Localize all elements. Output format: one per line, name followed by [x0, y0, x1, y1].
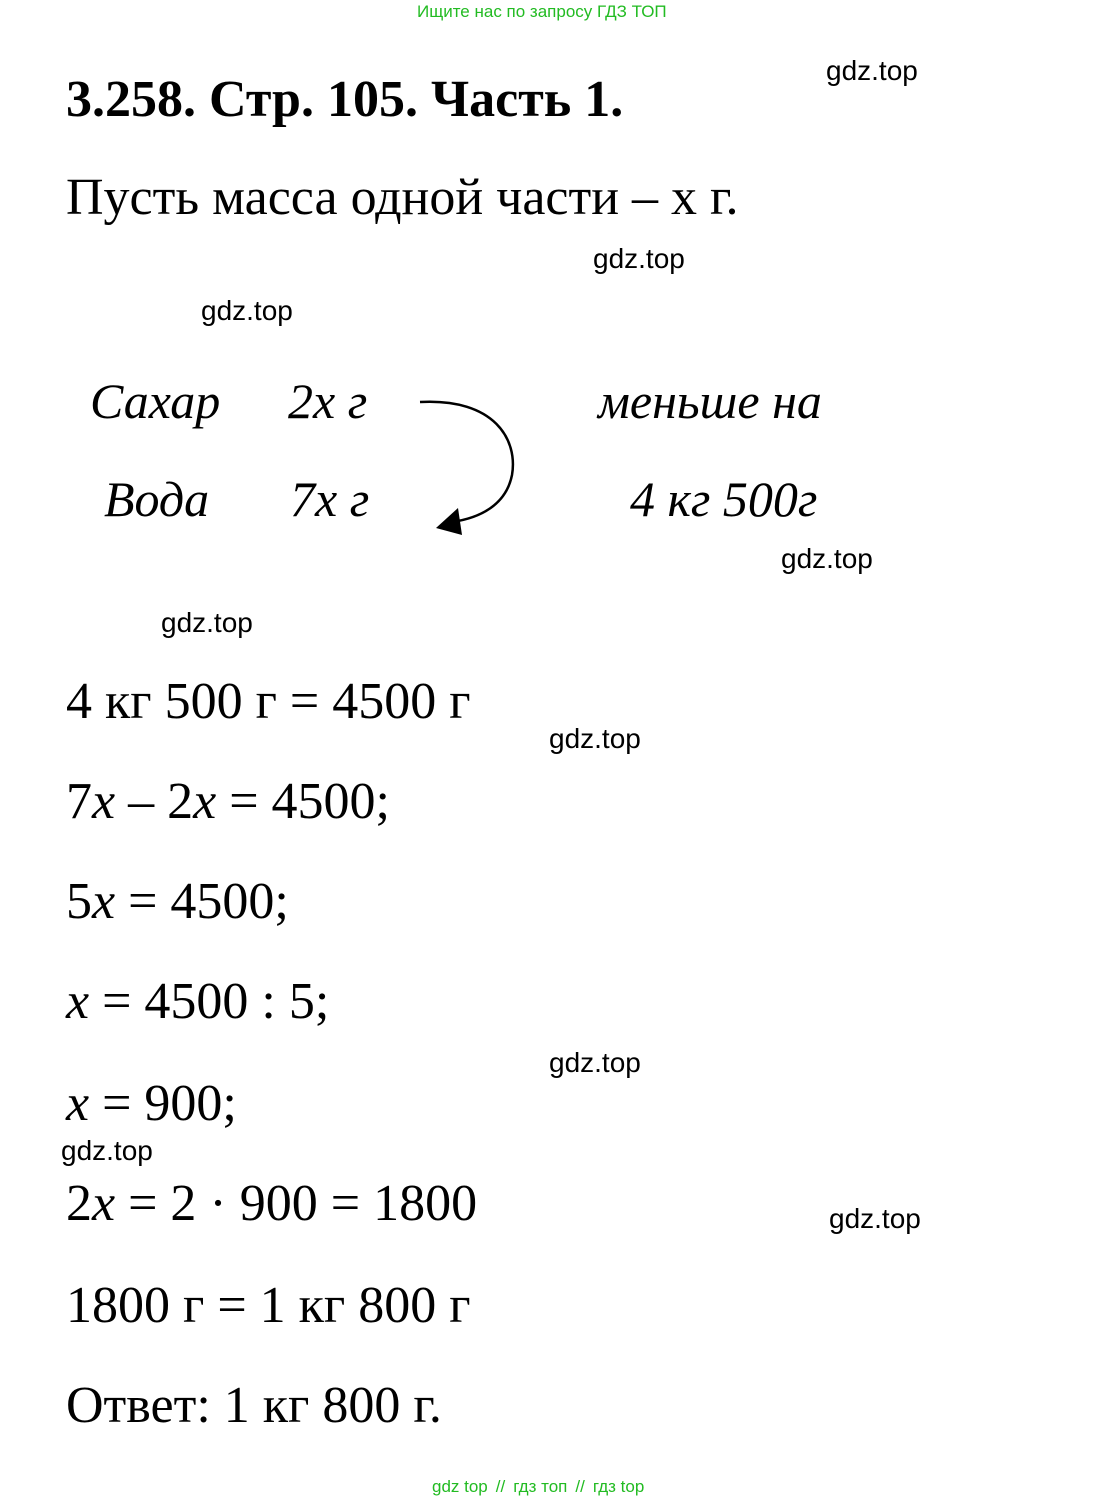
eq-coef-7: 7: [66, 773, 92, 830]
coef-2: 2: [66, 1175, 92, 1232]
watermark: gdz.top: [829, 1203, 921, 1234]
x-value-line: [66, 1074, 237, 1133]
water-label: Вода: [104, 471, 210, 527]
watermark: gdz.top: [549, 1047, 641, 1078]
conversion-result-line: 1800 г = 1 кг 800 г: [66, 1277, 471, 1334]
rhs: = 4500;: [115, 873, 289, 930]
watermark: gdz.top: [201, 295, 293, 326]
footer-links: [432, 1477, 644, 1497]
top-banner[interactable]: Ищите нас по запросу ГДЗ ТОП: [417, 2, 667, 21]
sugar-label: Сахар: [90, 373, 221, 429]
eq-var: x: [92, 773, 116, 830]
rhs: = 4500 : 5;: [89, 973, 330, 1030]
var: x: [92, 1175, 116, 1232]
simplified-line: [66, 872, 289, 931]
watermark: gdz.top: [61, 1135, 153, 1166]
coef-5: 5: [66, 873, 92, 930]
sugar-mass-line: [66, 1174, 477, 1233]
footer-link-gdz-top-ru[interactable]: гдз топ: [513, 1477, 568, 1496]
var: x: [66, 1075, 90, 1132]
watermark: gdz.top: [826, 55, 918, 86]
conversion-line: 4 кг 500 г = 4500 г: [66, 673, 471, 730]
rhs: = 2 · 900 = 1800: [115, 1175, 478, 1232]
intro-text: Пусть масса одной части – х г.: [66, 169, 739, 226]
difference-text: 4 кг 500г: [630, 471, 818, 527]
footer-link-gdz-top[interactable]: gdz top: [432, 1477, 488, 1496]
watermark: gdz.top: [161, 607, 253, 638]
footer-separator: //: [495, 1477, 506, 1496]
relation-text: меньше на: [598, 373, 822, 429]
var: x: [66, 973, 90, 1030]
watermark: gdz.top: [781, 543, 873, 574]
eq-rhs: = 4500;: [216, 773, 390, 830]
page-title: 3.258. Стр. 105. Часть 1.: [66, 71, 624, 128]
equation-line: [66, 772, 390, 831]
eq-var: x: [193, 773, 217, 830]
footer-separator: //: [575, 1477, 585, 1496]
var: x: [92, 873, 116, 930]
water-value: 7х г: [290, 471, 370, 527]
footer-link-gdz-top-mixed[interactable]: гдз top: [592, 1477, 645, 1496]
curved-arrow-icon: [400, 380, 540, 550]
rhs: = 900;: [89, 1075, 237, 1132]
watermark: gdz.top: [593, 243, 685, 274]
watermark: gdz.top: [549, 723, 641, 754]
division-line: [66, 972, 329, 1031]
eq-minus-2: – 2: [115, 773, 194, 830]
sugar-value: 2х г: [288, 373, 368, 429]
answer-line: Ответ: 1 кг 800 г.: [66, 1377, 442, 1434]
